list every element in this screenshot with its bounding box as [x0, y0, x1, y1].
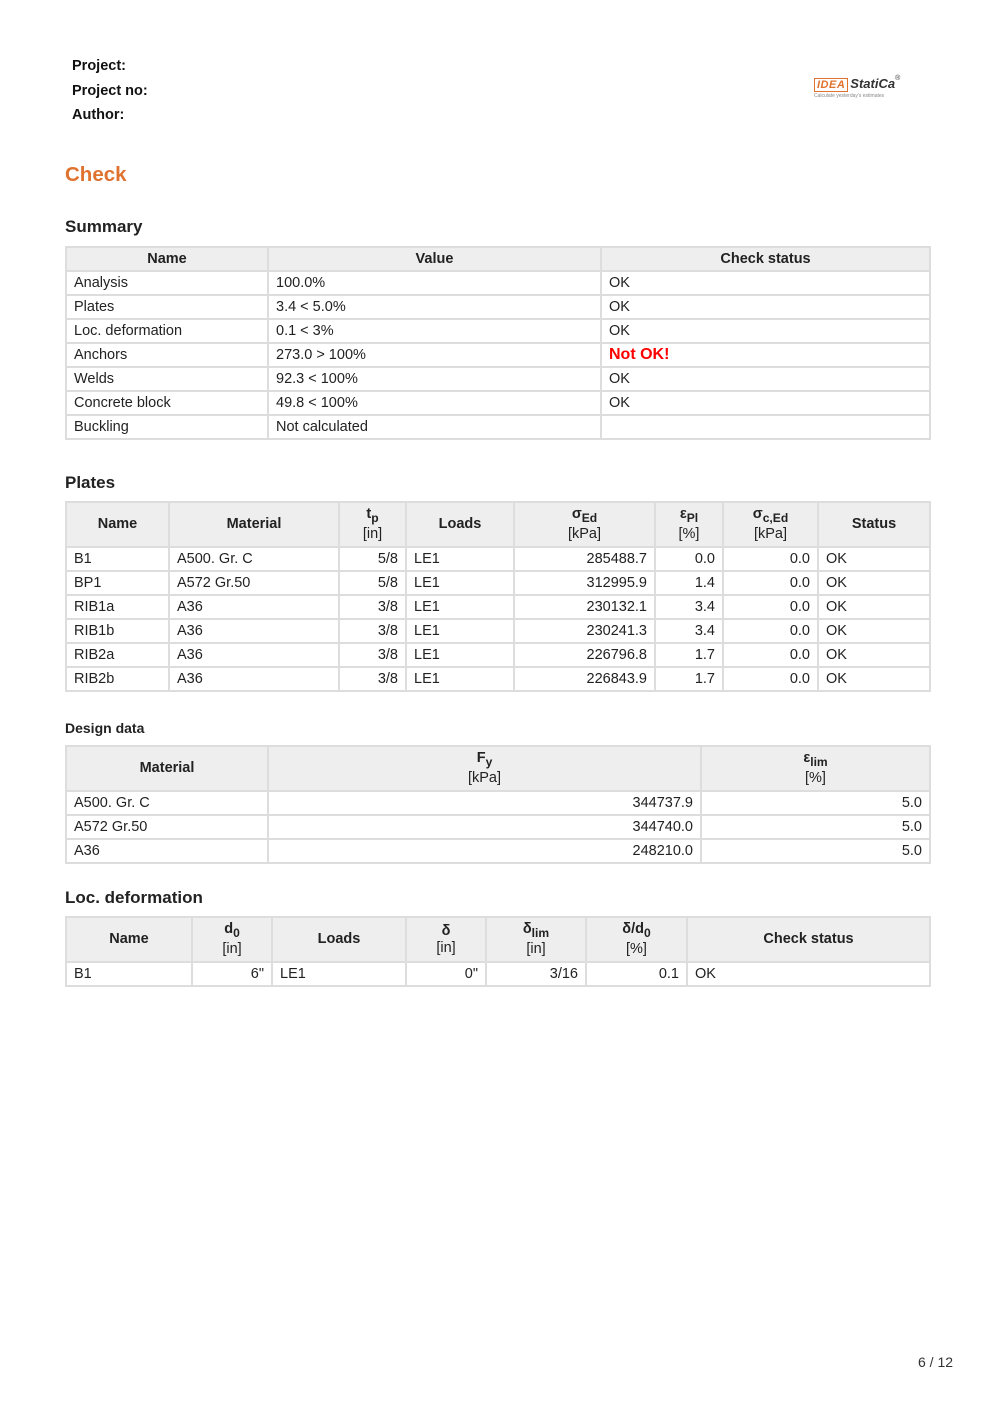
table-row [66, 415, 930, 439]
plate-status-cell: OK [818, 547, 930, 571]
plate-material-cell: A36 [169, 667, 339, 691]
design-eps-lim-cell: 5.0 [701, 839, 930, 863]
plate-sigma-ed-cell: 285488.7 [514, 547, 655, 571]
design-fy-cell: 344737.9 [268, 791, 701, 815]
project-info [72, 54, 148, 128]
project-label: Project: [72, 58, 126, 74]
locdef-col-name: Name [66, 917, 192, 962]
design-eps-lim-cell: 5.0 [701, 815, 930, 839]
locdef-col-ratio: $\delta/d_0$ [%] [586, 917, 687, 962]
summary-name-cell: Analysis [66, 271, 268, 295]
summary-status-cell: OK [601, 271, 930, 295]
table-row [66, 343, 930, 367]
author-label: Author: [72, 107, 125, 123]
summary-value-cell: 273.0 > 100% [268, 343, 601, 367]
plate-eps-pl-cell: 1.4 [655, 571, 723, 595]
plate-loads-cell: LE1 [406, 667, 514, 691]
locdef-status-cell: OK [687, 962, 930, 986]
summary-status-cell: OK [601, 295, 930, 319]
plate-eps-pl-cell: 0.0 [655, 547, 723, 571]
summary-value-cell: 92.3 < 100% [268, 367, 601, 391]
summary-table [65, 246, 931, 440]
summary-name-cell: Plates [66, 295, 268, 319]
table-row [66, 619, 930, 643]
locdef-d0-cell: 6" [192, 962, 272, 986]
plate-loads-cell: LE1 [406, 619, 514, 643]
design-col-material: Material [66, 746, 268, 791]
plate-eps-pl-cell: 3.4 [655, 619, 723, 643]
table-row [66, 571, 930, 595]
plate-status-cell: OK [818, 643, 930, 667]
loc-deformation-table [65, 916, 931, 987]
logo-tagline: Calculate yesterday's estimates [814, 93, 885, 99]
plate-tp-cell: 3/8 [339, 619, 406, 643]
table-row [66, 547, 930, 571]
summary-name-cell: Loc. deformation [66, 319, 268, 343]
plate-loads-cell: LE1 [406, 643, 514, 667]
design-fy-cell: 248210.0 [268, 839, 701, 863]
plate-material-cell: A36 [169, 619, 339, 643]
locdef-col-delta: δ [in] [406, 917, 486, 962]
plate-status-cell: OK [818, 619, 930, 643]
locdef-col-d0: $d_0$ [in] [192, 917, 272, 962]
plate-sigma-ed-cell: 226843.9 [514, 667, 655, 691]
page-number: 6 / 12 [918, 1354, 954, 1370]
summary-value-cell: 0.1 < 3% [268, 319, 601, 343]
summary-status-cell: OK [601, 391, 930, 415]
summary-value-cell: Not calculated [268, 415, 601, 439]
table-row [66, 295, 930, 319]
logo-box-text: IDEA [814, 78, 848, 92]
summary-name-cell: Welds [66, 367, 268, 391]
table-row [66, 815, 930, 839]
table-row [66, 271, 930, 295]
design-material-cell: A500. Gr. C [66, 791, 268, 815]
plate-status-cell: OK [818, 595, 930, 619]
plate-name-cell: RIB1b [66, 619, 169, 643]
plate-tp-cell: 3/8 [339, 667, 406, 691]
summary-status-cell: OK [601, 367, 930, 391]
design-col-fy: $F_y$ [kPa] [268, 746, 701, 791]
summary-status-cell [601, 343, 930, 367]
summary-header-row [66, 247, 930, 271]
summary-col-status: Check status [601, 247, 930, 271]
plate-eps-pl-cell: 1.7 [655, 667, 723, 691]
plate-material-cell: A500. Gr. C [169, 547, 339, 571]
plates-col-tp: $t_p$ [in] [339, 502, 406, 547]
plate-sigma-c-ed-cell: 0.0 [723, 571, 818, 595]
design-col-eps-lim: $\varepsilon_{lim}$ [%] [701, 746, 930, 791]
plate-status-cell: OK [818, 667, 930, 691]
plate-sigma-c-ed-cell: 0.0 [723, 619, 818, 643]
design-eps-lim-cell: 5.0 [701, 791, 930, 815]
summary-name-cell: Buckling [66, 415, 268, 439]
plate-sigma-c-ed-cell: 0.0 [723, 547, 818, 571]
plate-tp-cell: 3/8 [339, 595, 406, 619]
design-fy-cell: 344740.0 [268, 815, 701, 839]
plate-sigma-c-ed-cell: 0.0 [723, 667, 818, 691]
plate-loads-cell: LE1 [406, 547, 514, 571]
plate-name-cell: RIB2b [66, 667, 169, 691]
table-row [66, 667, 930, 691]
locdef-col-status: Check status [687, 917, 930, 962]
summary-col-name: Name [66, 247, 268, 271]
plate-tp-cell: 5/8 [339, 547, 406, 571]
plate-material-cell: A36 [169, 643, 339, 667]
plate-name-cell: BP1 [66, 571, 169, 595]
table-row [66, 595, 930, 619]
plate-material-cell: A572 Gr.50 [169, 571, 339, 595]
plate-status-cell: OK [818, 571, 930, 595]
plates-header-row [66, 502, 930, 547]
project-no-label: Project no: [72, 82, 148, 99]
loc-deformation-title: Loc. deformation [65, 888, 203, 907]
locdef-delta-cell: 0" [406, 962, 486, 986]
plates-col-loads: Loads [406, 502, 514, 547]
summary-status-cell: OK [601, 319, 930, 343]
locdef-ratio-cell: 0.1 [586, 962, 687, 986]
summary-title: Summary [65, 217, 143, 236]
plate-loads-cell: LE1 [406, 595, 514, 619]
plates-col-eps-pl: $\varepsilon_{Pl}$ [%] [655, 502, 723, 547]
summary-value-cell: 49.8 < 100% [268, 391, 601, 415]
design-data-title: Design data [65, 720, 145, 736]
table-row [66, 643, 930, 667]
plate-sigma-c-ed-cell: 0.0 [723, 595, 818, 619]
plate-loads-cell: LE1 [406, 571, 514, 595]
summary-name-cell: Concrete block [66, 391, 268, 415]
table-row [66, 791, 930, 815]
plates-col-status: Status [818, 502, 930, 547]
locdef-loads-cell: LE1 [272, 962, 406, 986]
summary-value-cell: 100.0% [268, 271, 601, 295]
plates-col-sigma-c-ed: $\sigma_{c,Ed}$ [kPa] [723, 502, 818, 547]
idea-statica-logo [814, 75, 924, 103]
plate-sigma-ed-cell: 226796.8 [514, 643, 655, 667]
logo-word: StatiCa [850, 76, 896, 91]
locdef-name-cell: B1 [66, 962, 192, 986]
table-row [66, 319, 930, 343]
plates-title: Plates [65, 473, 116, 492]
locdef-delta-lim-cell: 3/16 [486, 962, 586, 986]
summary-name-cell: Anchors [66, 343, 268, 367]
plate-sigma-ed-cell: 230241.3 [514, 619, 655, 643]
summary-col-value: Value [268, 247, 601, 271]
plates-col-name: Name [66, 502, 169, 547]
plate-sigma-ed-cell: 312995.9 [514, 571, 655, 595]
table-row [66, 367, 930, 391]
design-material-cell: A36 [66, 839, 268, 863]
table-row [66, 391, 930, 415]
locdef-header-row [66, 917, 930, 962]
plate-name-cell: RIB1a [66, 595, 169, 619]
plates-col-material: Material [169, 502, 339, 547]
summary-value-cell: 3.4 < 5.0% [268, 295, 601, 319]
plate-material-cell: A36 [169, 595, 339, 619]
locdef-col-loads: Loads [272, 917, 406, 962]
logo-registered-mark: ® [895, 75, 901, 82]
plate-sigma-ed-cell: 230132.1 [514, 595, 655, 619]
design-data-table [65, 745, 931, 864]
locdef-col-delta-lim: $\delta_{lim}$ [in] [486, 917, 586, 962]
plate-tp-cell: 5/8 [339, 571, 406, 595]
plate-name-cell: B1 [66, 547, 169, 571]
design-material-cell: A572 Gr.50 [66, 815, 268, 839]
design-header-row [66, 746, 930, 791]
plate-tp-cell: 3/8 [339, 643, 406, 667]
plate-eps-pl-cell: 1.7 [655, 643, 723, 667]
not-ok-badge: Not OK! [609, 346, 670, 363]
table-row [66, 962, 930, 986]
summary-status-cell [601, 415, 930, 439]
plate-name-cell: RIB2a [66, 643, 169, 667]
plate-sigma-c-ed-cell: 0.0 [723, 643, 818, 667]
plates-col-sigma-ed: $\sigma_{Ed}$ [kPa] [514, 502, 655, 547]
table-row [66, 839, 930, 863]
check-title: Check [65, 163, 127, 186]
plate-eps-pl-cell: 3.4 [655, 595, 723, 619]
plates-table [65, 501, 931, 692]
